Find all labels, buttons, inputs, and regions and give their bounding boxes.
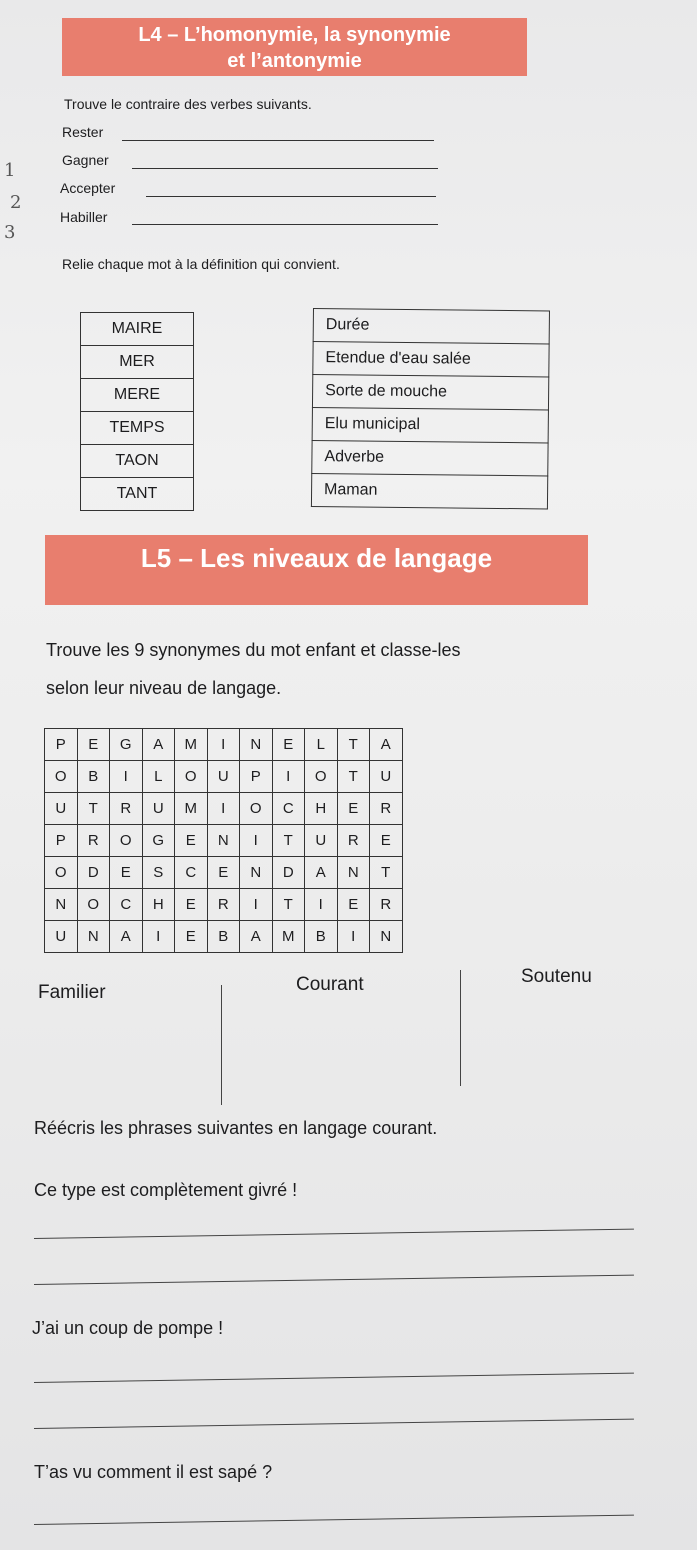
grid-letter[interactable]: S — [142, 857, 175, 889]
grid-letter[interactable]: A — [305, 857, 338, 889]
grid-letter[interactable]: M — [175, 729, 208, 761]
grid-letter[interactable]: A — [240, 921, 273, 953]
l4-title-line2: et l’antonymie — [227, 50, 362, 72]
grid-letter[interactable]: A — [370, 729, 403, 761]
grid-letter[interactable]: C — [175, 857, 208, 889]
grid-letter[interactable]: T — [272, 889, 305, 921]
grid-letter[interactable]: I — [142, 921, 175, 953]
grid-letter[interactable]: I — [110, 761, 143, 793]
grid-letter[interactable]: O — [240, 793, 273, 825]
grid-row — [45, 761, 403, 793]
l5-instruction-line1: Trouve les 9 synonymes du mot enfant et classe-les — [46, 640, 461, 660]
verb-label: Gagner — [62, 152, 109, 168]
grid-letter[interactable]: T — [370, 857, 403, 889]
column-courant: Courant — [296, 974, 364, 995]
grid-letter[interactable]: E — [207, 857, 240, 889]
grid-letter[interactable]: M — [175, 793, 208, 825]
grid-letter[interactable]: G — [142, 825, 175, 857]
sentence-3: T’as vu comment il est sapé ? — [34, 1462, 273, 1482]
margin-number: 1 — [4, 160, 16, 181]
grid-letter[interactable]: O — [45, 857, 78, 889]
grid-letter[interactable]: A — [142, 729, 175, 761]
word-cell[interactable]: TANT — [81, 478, 194, 511]
definitions-table — [311, 308, 550, 509]
grid-letter[interactable]: U — [142, 793, 175, 825]
grid-letter[interactable]: N — [207, 825, 240, 857]
grid-row — [45, 825, 403, 857]
grid-row — [45, 793, 403, 825]
grid-letter[interactable]: R — [370, 889, 403, 921]
grid-letter[interactable]: I — [240, 889, 273, 921]
grid-letter[interactable]: N — [45, 889, 78, 921]
grid-letter[interactable]: O — [110, 825, 143, 857]
margin-number: 3 — [4, 222, 16, 243]
word-cell[interactable]: MAIRE — [81, 313, 194, 346]
rewrite-instruction: Réécris les phrases suivantes en langage courant. — [34, 1118, 438, 1138]
writing-line[interactable] — [34, 1419, 634, 1429]
grid-letter[interactable]: B — [305, 921, 338, 953]
writing-line[interactable] — [34, 1229, 634, 1239]
definition-cell[interactable]: Maman — [311, 473, 547, 508]
grid-letter[interactable]: O — [77, 889, 110, 921]
grid-letter[interactable]: O — [45, 761, 78, 793]
word-cell[interactable]: TAON — [81, 445, 194, 478]
grid-letter[interactable]: I — [207, 729, 240, 761]
l5-instruction-line2: selon leur niveau de langage. — [46, 678, 282, 698]
grid-letter[interactable]: I — [240, 825, 273, 857]
grid-letter[interactable]: N — [370, 921, 403, 953]
grid-letter[interactable]: E — [337, 889, 370, 921]
grid-letter[interactable]: L — [142, 761, 175, 793]
grid-letter[interactable]: N — [77, 921, 110, 953]
grid-letter[interactable]: B — [207, 921, 240, 953]
column-familier: Familier — [38, 982, 106, 1003]
word-cell[interactable]: MERE — [81, 379, 194, 412]
grid-letter[interactable]: G — [110, 729, 143, 761]
answer-blank[interactable] — [132, 168, 438, 169]
grid-letter[interactable]: D — [272, 857, 305, 889]
answer-blank[interactable] — [122, 140, 434, 141]
grid-letter[interactable]: E — [175, 825, 208, 857]
grid-letter[interactable]: T — [337, 729, 370, 761]
grid-letter[interactable]: I — [207, 793, 240, 825]
grid-letter[interactable]: E — [77, 729, 110, 761]
column-divider — [221, 985, 222, 1105]
grid-row — [45, 857, 403, 889]
sentence-1: Ce type est complètement givré ! — [34, 1180, 298, 1200]
word-cell[interactable]: MER — [81, 346, 194, 379]
grid-letter[interactable]: R — [370, 793, 403, 825]
grid-letter[interactable]: U — [45, 793, 78, 825]
writing-line[interactable] — [34, 1373, 634, 1383]
grid-letter[interactable]: L — [305, 729, 338, 761]
grid-row — [45, 889, 403, 921]
margin-number: 2 — [10, 192, 22, 213]
grid-letter[interactable]: O — [175, 761, 208, 793]
grid-letter[interactable]: R — [337, 825, 370, 857]
words-table — [80, 312, 194, 511]
grid-row — [45, 729, 403, 761]
definition-cell[interactable]: Etendue d'eau salée — [313, 342, 549, 377]
word-cell[interactable]: TEMPS — [81, 412, 194, 445]
verb-label: Accepter — [60, 180, 116, 196]
grid-letter[interactable]: P — [45, 825, 78, 857]
instruction-contraires: Trouve le contraire des verbes suivants. — [64, 96, 312, 112]
column-divider — [460, 970, 461, 1086]
l5-title: L5 – Les niveaux de langage — [140, 543, 493, 573]
column-soutenu: Soutenu — [521, 966, 592, 987]
grid-letter[interactable]: M — [272, 921, 305, 953]
l4-title-line1: L4 – L’homonymie, la synonymie — [138, 24, 451, 46]
grid-letter[interactable]: U — [305, 825, 338, 857]
grid-letter[interactable]: E — [272, 729, 305, 761]
grid-letter[interactable]: H — [305, 793, 338, 825]
answer-blank[interactable] — [146, 196, 436, 197]
answer-blank[interactable] — [132, 224, 438, 225]
writing-line[interactable] — [34, 1275, 634, 1285]
grid-letter[interactable]: R — [77, 825, 110, 857]
grid-letter[interactable]: O — [305, 761, 338, 793]
grid-letter[interactable]: C — [110, 889, 143, 921]
definition-cell[interactable]: Adverbe — [312, 440, 548, 475]
grid-letter[interactable]: H — [142, 889, 175, 921]
word-search-grid — [44, 728, 403, 953]
grid-letter[interactable]: E — [370, 825, 403, 857]
grid-letter[interactable]: N — [240, 857, 273, 889]
grid-letter[interactable]: T — [77, 793, 110, 825]
grid-letter[interactable]: R — [207, 889, 240, 921]
verb-label: Habiller — [60, 209, 108, 225]
grid-letter[interactable]: C — [272, 793, 305, 825]
grid-letter[interactable]: U — [370, 761, 403, 793]
grid-letter[interactable]: I — [337, 921, 370, 953]
sentence-2: J’ai un coup de pompe ! — [32, 1318, 224, 1338]
grid-letter[interactable]: P — [45, 729, 78, 761]
grid-letter[interactable]: E — [337, 793, 370, 825]
definition-cell[interactable]: Elu municipal — [312, 407, 548, 442]
grid-letter[interactable]: I — [272, 761, 305, 793]
grid-letter[interactable]: I — [305, 889, 338, 921]
definition-cell[interactable]: Sorte de mouche — [312, 375, 548, 410]
grid-letter[interactable]: B — [77, 761, 110, 793]
grid-letter[interactable]: R — [110, 793, 143, 825]
grid-letter[interactable]: T — [337, 761, 370, 793]
grid-letter[interactable]: N — [240, 729, 273, 761]
grid-letter[interactable]: T — [272, 825, 305, 857]
writing-line[interactable] — [34, 1515, 634, 1525]
grid-letter[interactable]: D — [77, 857, 110, 889]
grid-letter[interactable]: E — [175, 921, 208, 953]
grid-letter[interactable]: E — [110, 857, 143, 889]
grid-letter[interactable]: N — [337, 857, 370, 889]
grid-letter[interactable]: E — [175, 889, 208, 921]
l5-title-banner — [45, 535, 588, 605]
l4-title-banner — [62, 18, 527, 76]
grid-row — [45, 921, 403, 953]
grid-letter[interactable]: A — [110, 921, 143, 953]
grid-letter[interactable]: P — [240, 761, 273, 793]
grid-letter[interactable]: U — [45, 921, 78, 953]
verb-label: Rester — [62, 124, 104, 140]
instruction-relie: Relie chaque mot à la définition qui convient. — [62, 256, 340, 272]
definition-cell[interactable]: Durée — [313, 309, 549, 344]
grid-letter[interactable]: U — [207, 761, 240, 793]
